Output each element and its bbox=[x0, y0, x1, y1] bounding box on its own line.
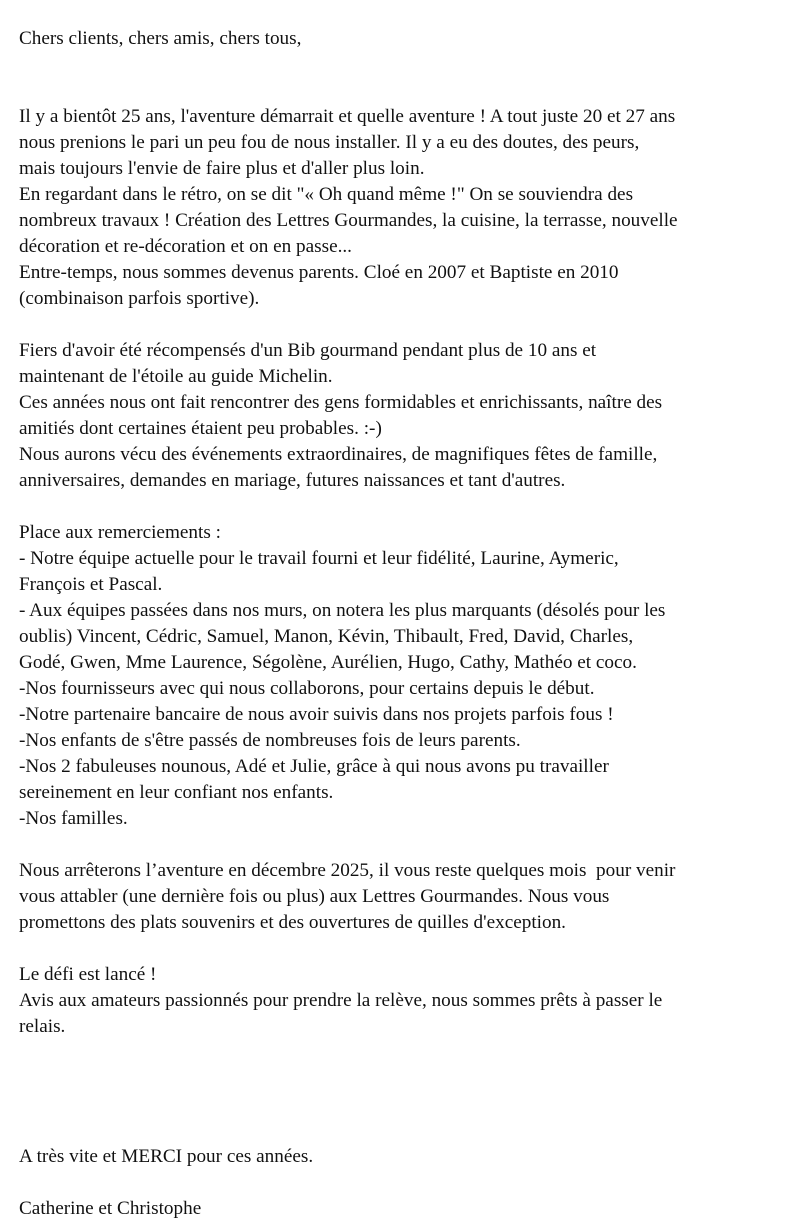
text-line: Place aux remerciements : bbox=[19, 522, 221, 543]
text-line: Il y a bientôt 25 ans, l'aventure démarrait et quelle aventure ! A tout juste 20 et 27 ans bbox=[19, 106, 676, 127]
text-line: mais toujours l'envie de faire plus et d'aller plus loin. bbox=[19, 158, 425, 179]
text-line: Fiers d'avoir été récompensés d'un Bib gourmand pendant plus de 10 ans et bbox=[19, 340, 597, 361]
text-line: promettons des plats souvenirs et des ouvertures de quilles d'exception. bbox=[19, 912, 566, 933]
text-line: nous prenions le pari un peu fou de nous installer. Il y a eu des doutes, des peurs, bbox=[19, 132, 640, 153]
text-line: -Notre partenaire bancaire de nous avoir suivis dans nos projets parfois fous ! bbox=[19, 704, 614, 725]
blank-line bbox=[19, 832, 789, 858]
blank-line bbox=[19, 1092, 789, 1118]
text-line: vous attabler (une dernière fois ou plus) aux Lettres Gourmandes. Nous vous bbox=[19, 886, 610, 907]
text-line: En regardant dans le rétro, on se dit "« Oh quand même !" On se souviendra des bbox=[19, 184, 634, 205]
text-line: Entre-temps, nous sommes devenus parents. Cloé en 2007 et Baptiste en 2010 bbox=[19, 262, 619, 283]
text-line: Ces années nous ont fait rencontrer des gens formidables et enrichissants, naître des bbox=[19, 392, 663, 413]
blank-line bbox=[19, 1040, 789, 1066]
letter-closing: A très vite et MERCI pour ces années. bbox=[19, 1146, 314, 1167]
paragraph-challenge bbox=[19, 962, 789, 1040]
text-line: François et Pascal. bbox=[19, 574, 163, 595]
text-line: -Nos familles. bbox=[19, 808, 128, 829]
blank-line bbox=[19, 494, 789, 520]
text-line: anniversaires, demandes en mariage, futures naissances et tant d'autres. bbox=[19, 470, 566, 491]
text-line: amitiés dont certaines étaient peu probables. :-) bbox=[19, 418, 382, 439]
text-line: -Nos fournisseurs avec qui nous collaborons, pour certains depuis le début. bbox=[19, 678, 595, 699]
text-line: décoration et re-décoration et on en passe... bbox=[19, 236, 352, 257]
blank-line bbox=[19, 936, 789, 962]
text-line: oublis) Vincent, Cédric, Samuel, Manon, Kévin, Thibault, Fred, David, Charles, bbox=[19, 626, 634, 647]
text-line: maintenant de l'étoile au guide Michelin. bbox=[19, 366, 333, 387]
blank-line bbox=[19, 1170, 789, 1196]
text-line: Nous arrêterons l’aventure en décembre 2025, il vous reste quelques mois pour venir bbox=[19, 860, 676, 881]
text-line: -Nos enfants de s'être passés de nombreuses fois de leurs parents. bbox=[19, 730, 521, 751]
text-line: Nous aurons vécu des événements extraordinaires, de magnifiques fêtes de famille, bbox=[19, 444, 658, 465]
text-line: Le défi est lancé ! bbox=[19, 964, 157, 985]
letter-signature: Catherine et Christophe bbox=[19, 1198, 202, 1219]
blank-line bbox=[19, 78, 789, 104]
paragraph-thanks bbox=[19, 520, 789, 832]
letter-greeting: Chers clients, chers amis, chers tous, bbox=[19, 28, 302, 49]
paragraph-closure bbox=[19, 858, 789, 936]
text-line: sereinement en leur confiant nos enfants. bbox=[19, 782, 334, 803]
text-line: - Aux équipes passées dans nos murs, on notera les plus marquants (désolés pour les bbox=[19, 600, 666, 621]
paragraph-recognition bbox=[19, 338, 789, 494]
text-line: Godé, Gwen, Mme Laurence, Ségolène, Aurélien, Hugo, Cathy, Mathéo et coco. bbox=[19, 652, 637, 673]
text-line: -Nos 2 fabuleuses nounous, Adé et Julie, grâce à qui nous avons pu travailler bbox=[19, 756, 609, 777]
paragraph-history bbox=[19, 104, 789, 312]
letter-document bbox=[19, 26, 789, 1222]
text-line: - Notre équipe actuelle pour le travail fourni et leur fidélité, Laurine, Aymeric, bbox=[19, 548, 619, 569]
text-line: Avis aux amateurs passionnés pour prendre la relève, nous sommes prêts à passer le bbox=[19, 990, 663, 1011]
text-line: relais. bbox=[19, 1016, 66, 1037]
blank-line bbox=[19, 52, 789, 78]
text-line: (combinaison parfois sportive). bbox=[19, 288, 260, 309]
text-line: nombreux travaux ! Création des Lettres Gourmandes, la cuisine, la terrasse, nouvelle bbox=[19, 210, 678, 231]
blank-line bbox=[19, 1066, 789, 1092]
blank-line bbox=[19, 1118, 789, 1144]
blank-line bbox=[19, 312, 789, 338]
